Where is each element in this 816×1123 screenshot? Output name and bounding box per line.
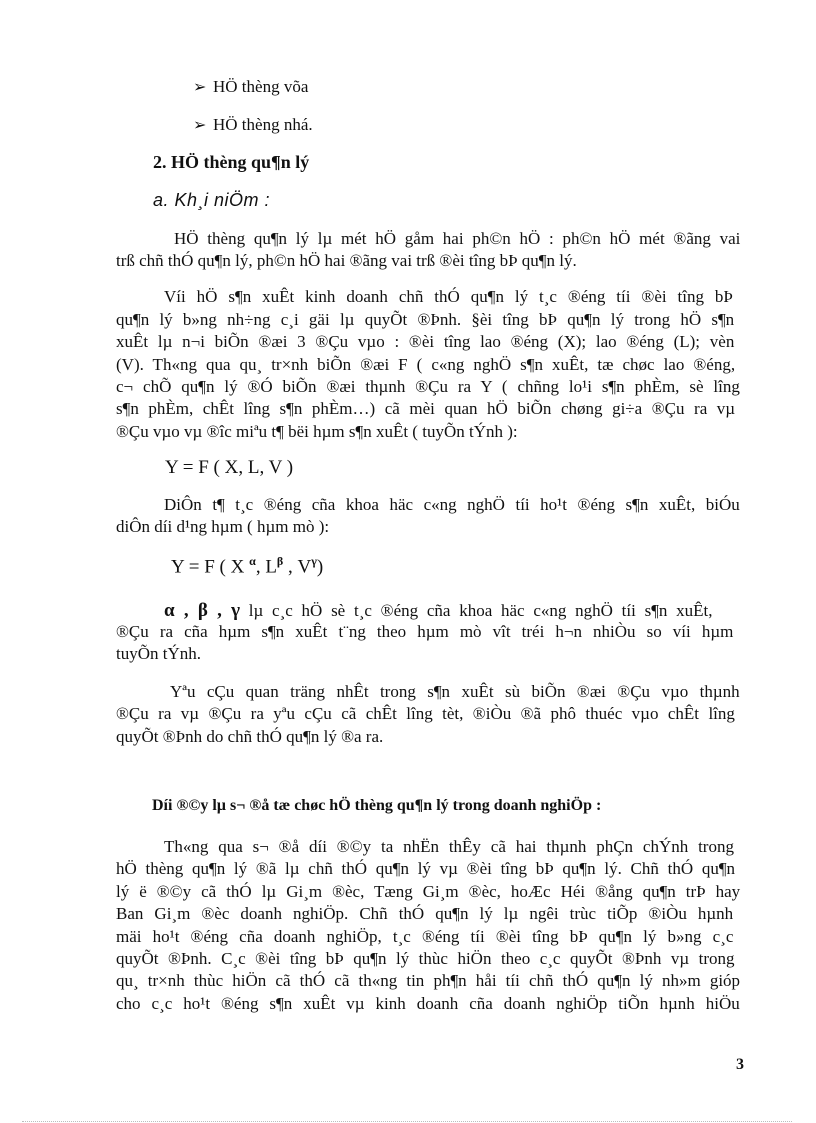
footer-divider	[22, 1121, 792, 1122]
paragraph-line: quyÕt ®Þnh do chñ thÓ qu¶n lý ®a ra.	[116, 727, 384, 746]
paragraph-line: ®Çu vµo vµ ®îc miªu t¶ bëi hµm s¶n xuÊt ( tuyÕn tÝnh ):	[116, 422, 518, 441]
paragraph-line: s¶n phÈm, chÊt lîng s¶n phÈm…) cã mèi quan hÖ biÕn chøng gi÷a ®Çu ra vµ	[116, 399, 736, 418]
paragraph-line: HÖ thèng qu¶n lý lµ mét hÖ gåm hai ph©n hÖ : ph©n hÖ mét ®ãng vai	[174, 229, 741, 248]
subheading: a. Kh¸i niÖm :	[153, 190, 271, 210]
bullet-item	[193, 78, 308, 96]
arrow-bullet-icon: ➢	[193, 79, 207, 96]
paragraph-line: DiÔn t¶ t¸c ®éng cña khoa häc c«ng nghÖ tíi ho¹t ®éng s¶n xuÊt, biÓu	[164, 495, 740, 514]
paragraph-line: hÖ thèng qu¶n lý ®ã lµ chñ thÓ qu¶n lý vµ ®èi tîng bÞ qu¶n lý. Chñ thÓ qu¶n	[116, 859, 736, 878]
paragraph-line: mäi ho¹t ®éng cña doanh nghiÖp, t¸c ®éng tíi ®èi tîng bÞ qu¶n lý b»ng c¸c	[116, 927, 734, 946]
page-number: 3	[736, 1056, 744, 1073]
bullet-text: HÖ thèng võa	[213, 77, 309, 96]
paragraph-line: qu¸ tr×nh thùc hiÖn cã thÓ cã th«ng tin ph¶n håi tíi chñ thÓ qu¶n lý nh»m gióp	[116, 971, 741, 990]
greek-symbols: α , β , γ	[164, 600, 241, 621]
paragraph-line: quyÕt ®Þnh. C¸c ®èi tîng bÞ qu¶n lý thùc hiÖn theo c¸c quyÕt ®Þnh vµ trong	[116, 949, 735, 968]
formula-linear: Y = F ( X, L, V )	[165, 457, 294, 478]
paragraph-line: lý ë ®©y cã thÓ lµ Gi¸m ®èc, Tæng Gi¸m ®èc, hoÆc Héi ®ång qu¶n trÞ hay	[116, 882, 741, 901]
paragraph-line: tuyÕn tÝnh.	[116, 644, 201, 663]
paragraph-line: Víi hÖ s¶n xuÊt kinh doanh chñ thÓ qu¶n lý t¸c ®éng tíi ®èi tîng bÞ	[164, 287, 733, 306]
section-heading: 2. HÖ thèng qu¶n lý	[153, 152, 310, 172]
paragraph-line: cho c¸c ho¹t ®éng s¶n xuÊt vµ kinh doanh cña doanh nghiÖp tiÕn hµnh hiÖu	[116, 994, 740, 1013]
bullet-item	[193, 116, 313, 134]
paragraph-line: Yªu cÇu quan träng nhÊt trong s¶n xuÊt sù biÕn ®æi ®Çu vµo thµnh	[170, 682, 740, 701]
paragraph-line: diÔn díi d¹ng hµm ( hµm mò ):	[116, 517, 330, 536]
arrow-bullet-icon: ➢	[193, 117, 207, 134]
paragraph-line: ®Çu ra vµ ®Çu ra yªu cÇu cã chÊt lîng tèt, ®iÒu ®ã phô thuéc vµo chÊt lîng	[116, 704, 735, 723]
paragraph-line: ®Çu ra cña hµm s¶n xuÊt t¨ng theo hµm mò vît tréi h¬n nhiÒu so víi hµm	[116, 622, 734, 641]
paragraph-line: trß chñ thÓ qu¶n lý, ph©n hÖ hai ®ãng vai trß ®èi tîng bÞ qu¶n lý.	[116, 251, 577, 270]
paragraph-line: c¬ chÕ qu¶n lý ®Ó biÕn ®æi thµnh ®Çu ra Y ( chñng lo¹i s¶n phÈm, sè lîng	[116, 377, 740, 396]
paragraph-line: Ban Gi¸m ®èc doanh nghiÖp. Chñ thÓ qu¶n lý lµ ngêi trùc tiÕp ®iÒu hµnh	[116, 904, 734, 923]
paragraph-line: xuÊt lµ n¬i biÕn ®æi 3 ®Çu vµo : ®èi tîng lao ®éng (X); lao ®éng (L); vèn	[116, 332, 735, 351]
paragraph-line: qu¶n lý b»ng nh÷ng c¸i gäi lµ quyÕt ®Þnh. §èi tîng bÞ qu¶n lý trong hÖ s¶n	[116, 310, 735, 329]
bullet-text: HÖ thèng nhá.	[213, 115, 313, 134]
diagram-caption: Díi ®©y lµ s¬ ®å tæ chøc hÖ thèng qu¶n lý trong doanh nghiÖp :	[152, 797, 602, 814]
paragraph-line: Th«ng qua s¬ ®å díi ®©y ta nhËn thÊy cã hai thµnh phÇn chÝnh trong	[164, 837, 734, 856]
paragraph-line: α , β , γ lµ c¸c hÖ sè t¸c ®éng cña khoa häc c«ng nghÖ tíi s¶n xuÊt,	[164, 600, 713, 621]
formula-exponential: Y = F ( X $^\alpha$, $L^\beta$ , $V^\gamma$)	[171, 554, 324, 578]
paragraph-line: (V). Th«ng qua qu¸ tr×nh biÕn ®æi F ( c«ng nghÖ s¶n xuÊt, tæ chøc lao ®éng,	[116, 355, 736, 374]
